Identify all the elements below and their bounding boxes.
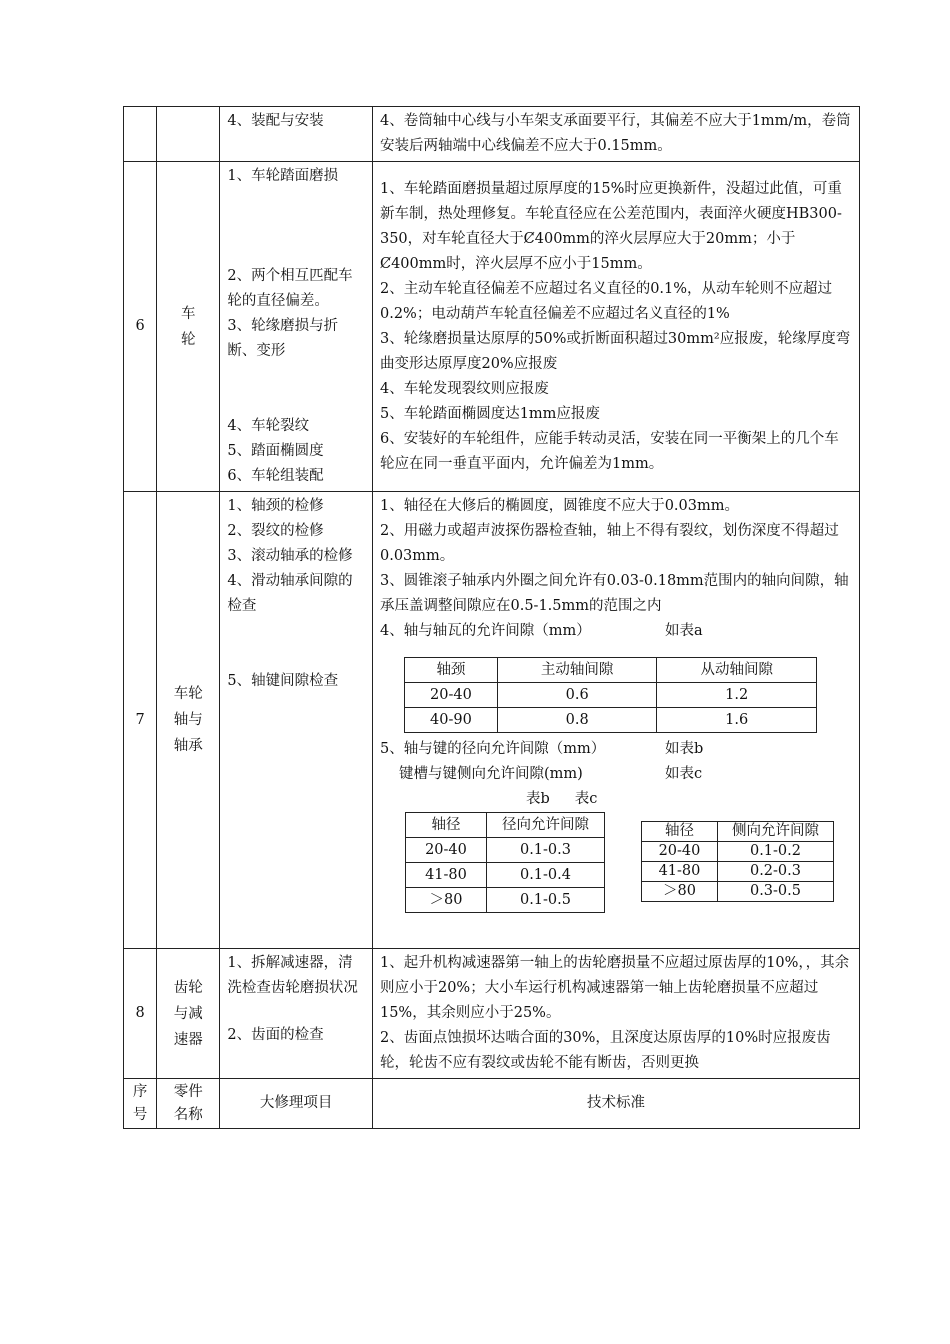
table-cell: 0.6 <box>497 683 657 708</box>
item-text: 1、拆解减速器，清洗检查齿轮磨损状况 <box>227 955 358 996</box>
standard-text: 4、轴与轴瓦的允许间隙（mm） <box>379 623 591 639</box>
no-cell: 6 <box>124 162 157 492</box>
part-name: 齿轮与减速器 <box>173 979 203 1048</box>
standard-text: 3、圆锥滚子轴承内外圈之间允许有0.03-0.18mm范围内的轴向间隙，轴承压盖调整间隙应在0.5-1.5mm的范围之内 <box>379 573 849 614</box>
header-cell: 主动轴间隙 <box>497 658 657 683</box>
item-text: 4、车轮裂纹 <box>227 418 310 434</box>
sub-table-row <box>404 683 816 708</box>
table-a-reference <box>380 619 853 644</box>
standard-text: 1、轴径在大修后的椭圆度，圆锥度不应大于0.03mm。 <box>379 498 739 514</box>
table-c-reference <box>380 762 853 787</box>
header-cell: 轴径 <box>641 822 717 842</box>
table-cell: 0.1-0.3 <box>486 838 604 863</box>
table-cell: 1.2 <box>657 683 817 708</box>
header-cell: 侧向允许间隙 <box>717 822 833 842</box>
standard-text: 键槽与键侧向允许间隙(mm) <box>398 766 583 782</box>
table-row <box>124 107 860 162</box>
item-text: 2、两个相互匹配车轮的直径偏差。 <box>227 268 353 309</box>
table-ref: 如表c <box>664 766 703 782</box>
item-text: 2、齿面的检查 <box>227 1027 324 1043</box>
caption-c: 表c <box>574 791 598 807</box>
table-cell: 1.6 <box>657 708 817 733</box>
part-name: 车轮轴与轴承 <box>173 686 203 754</box>
no-cell: 7 <box>124 492 157 949</box>
standard-text: 2、主动车轮直径偏差不应超过名义直径的0.1%，从动车轮则不应超过0.2%；电动葫芦车轮直径偏差不应超过名义直径的1% <box>379 281 833 322</box>
item-text: 1、轴颈的检修 <box>227 498 324 514</box>
header-no <box>124 1079 157 1129</box>
table-header-row <box>124 1079 860 1129</box>
table-row <box>124 949 860 1079</box>
table-b-reference <box>380 737 853 762</box>
clearance-table-a <box>404 657 817 733</box>
table-row <box>124 492 860 949</box>
header-part <box>157 1079 220 1129</box>
part-cell <box>157 107 220 162</box>
standard-cell <box>372 492 859 949</box>
part-cell <box>157 492 220 949</box>
table-cell: 20-40 <box>405 838 486 863</box>
item-cell <box>220 949 373 1079</box>
standard-text: 3、轮缘磨损量达原厚的50%或折断面积超过30mm²应报废，轮缘厚度弯曲变形达原厚度20%应报废 <box>379 331 851 372</box>
standard-text: 4、车轮发现裂纹则应报废 <box>379 381 549 397</box>
sub-table-row <box>404 708 816 733</box>
part-cell <box>157 949 220 1079</box>
standard-cell <box>372 162 859 492</box>
table-cell: 20-40 <box>404 683 497 708</box>
standard-text: 6、安装好的车轮组件，应能手转动灵活，安装在同一平衡架上的几个车轮应在同一垂直平面内，允许偏差为1mm。 <box>379 431 839 472</box>
standard-text: 5、轴与键的径向允许间隙（mm） <box>379 741 606 757</box>
standard-text: 5、车轮踏面椭圆度达1mm应报废 <box>379 406 600 422</box>
item-text: 5、踏面椭圆度 <box>227 443 324 459</box>
header-cell: 径向允许间隙 <box>486 813 604 838</box>
table-cell: 0.2-0.3 <box>717 862 833 882</box>
item-cell <box>220 162 373 492</box>
header-text: 零件名称 <box>173 1083 203 1123</box>
item-cell <box>220 107 373 162</box>
table-cell: 40-90 <box>404 708 497 733</box>
clearance-table-c <box>641 821 834 902</box>
header-cell: 轴径 <box>405 813 486 838</box>
table-cell: ＞80 <box>641 882 717 902</box>
table-cell: 0.1-0.2 <box>717 842 833 862</box>
table-cell: ＞80 <box>405 888 486 913</box>
standard-cell <box>372 949 859 1079</box>
item-text: 3、滚动轴承的检修 <box>227 548 353 564</box>
header-item: 大修理项目 <box>220 1079 373 1129</box>
standard-text: 4、卷筒轴中心线与小车架支承面要平行，其偏差不应大于1mm/m，卷筒安装后两轴端中心线偏差不应大于0.15mm。 <box>379 113 851 154</box>
item-text: 1、车轮踏面磨损 <box>227 168 339 184</box>
part-name: 车轮 <box>181 305 196 348</box>
header-text: 序号 <box>132 1083 148 1123</box>
header-standard: 技术标准 <box>372 1079 859 1129</box>
table-cell: 0.1-0.5 <box>486 888 604 913</box>
no-cell <box>124 107 157 162</box>
table-row <box>124 162 860 492</box>
item-cell <box>220 492 373 949</box>
item-text: 4、装配与安装 <box>227 113 324 129</box>
table-cell: 41-80 <box>641 862 717 882</box>
table-ref: 如表b <box>664 741 704 757</box>
item-text: 2、裂纹的检修 <box>227 523 324 539</box>
standard-text: 1、车轮踏面磨损量超过原厚度的15%时应更换新件，没超过此值，可重新车制，热处理修复。车轮直径应在公差范围内，表面淬火硬度HB300-350，对车轮直径大于Ȼ400mm的淬火层厚应大于20mm；小于Ȼ400mm时，淬火层厚不应小于15mm。 <box>379 181 842 272</box>
table-cell: 20-40 <box>641 842 717 862</box>
header-cell: 轴颈 <box>404 658 497 683</box>
standard-text: 1、起升机构减速器第一轴上的齿轮磨损量不应超过原齿厚的10%，，其余则应小于20%；大小车运行机构减速器第一轴上齿轮磨损量不应超过15%，其余则应小于25%。 <box>379 955 850 1021</box>
no-cell: 8 <box>124 949 157 1079</box>
repair-standards-table <box>123 106 860 1129</box>
table-cell: 0.3-0.5 <box>717 882 833 902</box>
standard-text: 2、用磁力或超声波探伤器检查轴，轴上不得有裂纹，划伤深度不得超过0.03mm。 <box>379 523 839 564</box>
header-cell: 从动轴间隙 <box>657 658 817 683</box>
table-cell: 41-80 <box>405 863 486 888</box>
item-text: 3、轮缘磨损与折断、变形 <box>227 318 339 359</box>
table-ref: 如表a <box>664 623 703 639</box>
item-text: 6、车轮组装配 <box>227 468 324 484</box>
clearance-table-b <box>405 812 605 913</box>
table-cell: 0.1-0.4 <box>486 863 604 888</box>
caption-b: 表b <box>525 791 550 807</box>
item-text: 5、轴键间隙检查 <box>227 673 339 689</box>
table-captions <box>380 787 853 812</box>
sub-table-header <box>404 658 816 683</box>
standard-cell <box>372 107 859 162</box>
item-text: 4、滑动轴承间隙的检查 <box>227 573 353 614</box>
part-cell <box>157 162 220 492</box>
table-cell: 0.8 <box>497 708 657 733</box>
standard-text: 2、齿面点蚀损坏达啮合面的30%，且深度达原齿厚的10%时应报废齿轮，轮齿不应有裂纹或齿轮不能有断齿，否则更换 <box>379 1030 831 1071</box>
